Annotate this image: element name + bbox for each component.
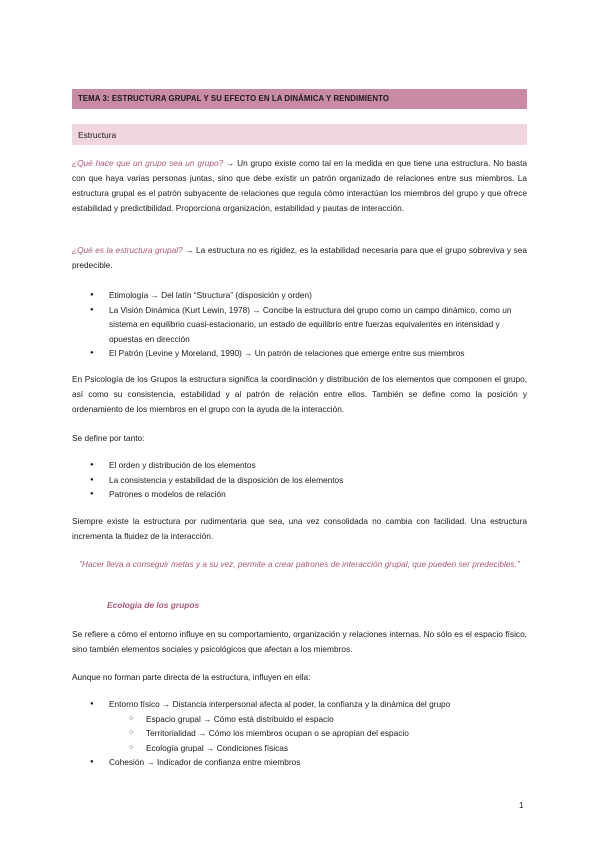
paragraph-text: → La estructura no es rigidez, es la estabilidad necesaria para que el grupo sobreviva y sea predecible. [72, 245, 527, 270]
page-number: 1 [519, 801, 524, 810]
list-item: ● El orden y distribución de los elementos [72, 458, 527, 473]
subsection-heading: Ecología de los grupos [107, 600, 200, 610]
list-item: ● Cohesión → Indicador de confianza entre miembros [72, 755, 527, 770]
sub-list [109, 712, 527, 756]
list-item: ● La Visión Dinámica (Kurt Lewin, 1978) → Concibe la estructura del grupo como un campo dinámico, como un sistema en equilibrio cuasi-estacionario, un estado de equilibrio entre fuerzas equivalentes en intensidad y opuestas en dirección [72, 303, 527, 347]
section-title-band [72, 124, 527, 145]
paragraph-group-definition [72, 156, 527, 216]
paragraph-influences-intro: Aunque no forman parte directa de la estructura, influyen en ella: [72, 672, 311, 682]
chapter-title: TEMA 3: ESTRUCTURA GRUPAL Y SU EFECTO EN LA DINÁMICA Y RENDIMIENTO [78, 94, 389, 103]
sub-list-item: ○ Espacio grupal → Cómo está distribuido el espacio [109, 712, 527, 727]
paragraph-structure-always-exists: Siempre existe la estructura por rudimentaria que sea, una vez consolidada no cambia con facilidad. Una estructura incrementa la fluidez de la interacción. [72, 516, 527, 541]
section-title: Estructura [78, 130, 117, 140]
sub-list-item: ○ Ecología grupal → Condiciones físicas [109, 741, 527, 756]
paragraph-text: → Un grupo existe como tal en la medida en que tiene una estructura. No basta con que haya varias personas juntas, sino que debe existir un patrón organizado de relaciones entre sus miembros. La estructura grupal es el patrón subyacente de relaciones que regula cómo interactúan los miembros del grupo y que ofrece estabilidad y predictibilidad. Proporciona organización, estabilidad y pautas de interacción. [72, 158, 527, 213]
list-item: ● El Patrón (Levine y Moreland, 1990) → Un patrón de relaciones que emerge entre sus miembros [72, 346, 527, 361]
structure-elements-list [72, 458, 527, 502]
highlight-quote: “Hacer lleva a conseguir metas y a su vez, permite a crear patrones de interacción grupal, que pueden ser predecibles.” [79, 559, 520, 569]
paragraph-structure-definition [72, 243, 527, 273]
paragraph-psychology-definition: En Psicología de los Grupos la estructura significa la coordinación y distribución de los elementos que componen el grupo, así como su consistencia, estabilidad y al patrón de relación entre ellos. También se define como la posición y ordenamiento de los miembros en el grupo con la ayuda de la interacción. [72, 374, 527, 414]
list-item: ● Patrones o modelos de relación [72, 487, 527, 502]
list-item-text: Entorno físico → Distancia interpersonal afecta al poder, la confianza y la dinámica del grupo [109, 699, 451, 709]
sub-list-item: ○ Territorialidad → Cómo los miembros ocupan o se apropian del espacio [109, 726, 527, 741]
paragraph-defined-as: Se define por tanto: [72, 433, 145, 443]
question-text: ¿Qué hace que un grupo sea un grupo? [72, 158, 224, 168]
paragraph-ecology-definition: Se refiere a cómo el entorno influye en su comportamiento, organización y relaciones internas. No sólo es el espacio físico, sino también elementos sociales y psicológicos que afectan a los miembros. [72, 629, 527, 654]
list-item: ● La consistencia y estabilidad de la disposición de los elementos [72, 473, 527, 488]
chapter-title-band [72, 89, 527, 109]
structure-concepts-list [72, 288, 527, 361]
ecology-factors-list [72, 697, 527, 770]
question-text: ¿Qué es la estructura grupal? [72, 245, 183, 255]
list-item [72, 697, 527, 755]
list-item: ● Etimología → Del latín “Structura” (disposición y orden) [72, 288, 527, 303]
